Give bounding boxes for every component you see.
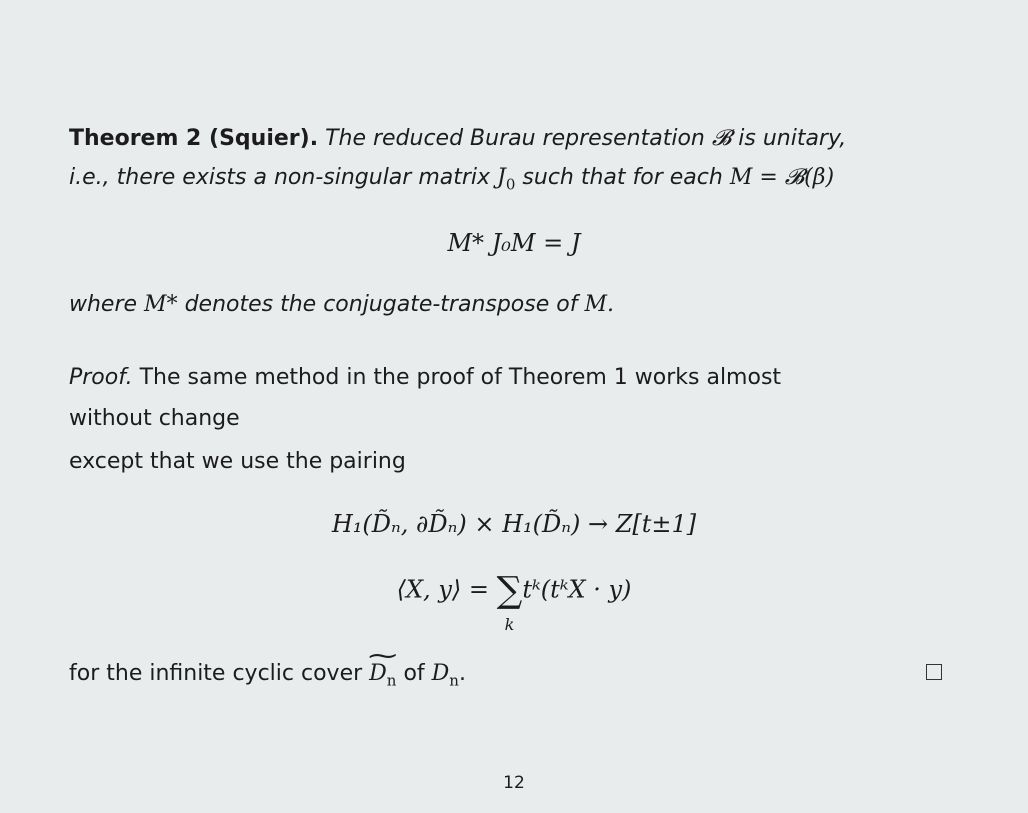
pairing-equation: H₁(D̃ₙ, ∂D̃ₙ) × H₁(D̃ₙ) → Z[t±1] <box>331 510 697 538</box>
unitary-equation: M* J₀M = J <box>447 229 581 257</box>
proof-line-2: without change <box>69 406 240 431</box>
cover-dn: ~ $D_n$ <box>369 663 396 688</box>
disk-dn: $D_n$ <box>431 661 459 690</box>
m-final: M. <box>584 292 614 317</box>
theorem-line-1 <box>69 128 846 150</box>
theorem-text-1: The reduced Burau representation 𝓑 is unitary, <box>325 126 847 151</box>
qed-box <box>926 664 942 680</box>
theorem-heading: Theorem 2 (Squier). <box>69 126 319 151</box>
proof-label: Proof. <box>69 365 133 390</box>
theorem-text-2a: i.e., there exists a non-singular matrix <box>69 165 498 190</box>
matrix-j0: $J_0$ <box>497 165 516 194</box>
sum-symbol: ∑ k <box>496 570 523 634</box>
theorem-line-3: where M* denotes the conjugate-transpose of M. <box>69 292 614 317</box>
theorem-text-2b: such that for each <box>515 165 730 190</box>
theorem-m-equals: M = 𝓑(β) <box>729 165 835 190</box>
theorem-line-2 <box>69 167 834 192</box>
proof-line-1 <box>69 367 781 389</box>
proof-text-1: The same method in the proof of Theorem 1 works almost <box>132 365 782 390</box>
page-number: 12 <box>503 773 525 793</box>
pairing-definition: ⟨X, y⟩ = ∑ k tᵏ(tᵏX · y) <box>396 570 632 634</box>
m-star: M* <box>144 292 178 317</box>
proof-line-3: except that we use the pairing <box>69 449 406 474</box>
proof-line-final: for the infinite cyclic cover ~ $D_n$ of $D_n$. <box>69 663 466 688</box>
